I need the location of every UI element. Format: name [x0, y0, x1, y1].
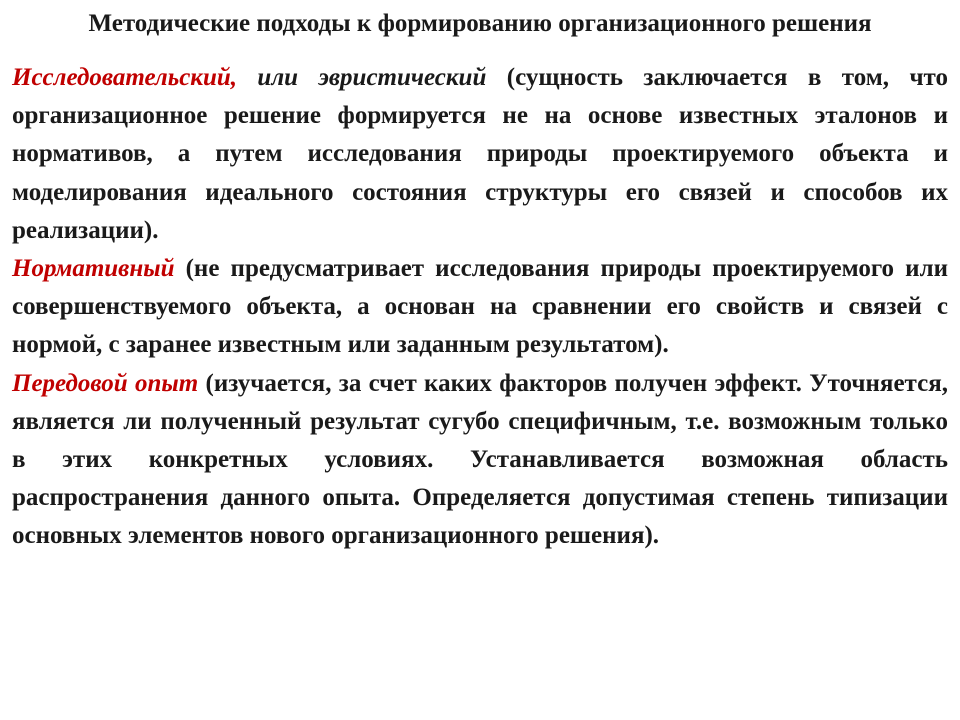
paragraph-best-practice-approach — [12, 365, 948, 556]
slide-body — [12, 59, 948, 556]
paragraph-research-approach — [12, 59, 948, 250]
paragraph-normative-approach — [12, 250, 948, 365]
term-research-connector: или эвристический — [237, 64, 487, 91]
paragraph-normative-text: (не предусматривает исследования природы проектируемого или совершенствуемого объекта, а основан на сравнении его свойств и связей с нормой, с заранее известным или заданным результатом). — [12, 255, 948, 359]
term-normative: Нормативный — [12, 255, 175, 283]
paragraph-best-practice-text: (изучается, за счет каких факторов получен эффект. Уточняется, является ли полученный результат сугубо специфичным, т.е. возможным только в этих конкретных условиях. Устанавливается возможная область распространения данного опыта. Определяется допустимая степень типизации основных элементов нового организационного решения). — [12, 369, 948, 550]
term-research: Исследовательский, — [12, 64, 238, 91]
term-best-practice: Передовой опыт — [12, 369, 199, 397]
slide-title: Методические подходы к формированию организационного решения — [88, 10, 872, 37]
paragraph-research-text: (сущность заключается в том, что организационное решение формируется не на основе известных эталонов и нормативов, а путем исследования природы проектируемого объекта и моделирования идеального состояния структуры его связей и способов их реализации). — [12, 64, 948, 244]
